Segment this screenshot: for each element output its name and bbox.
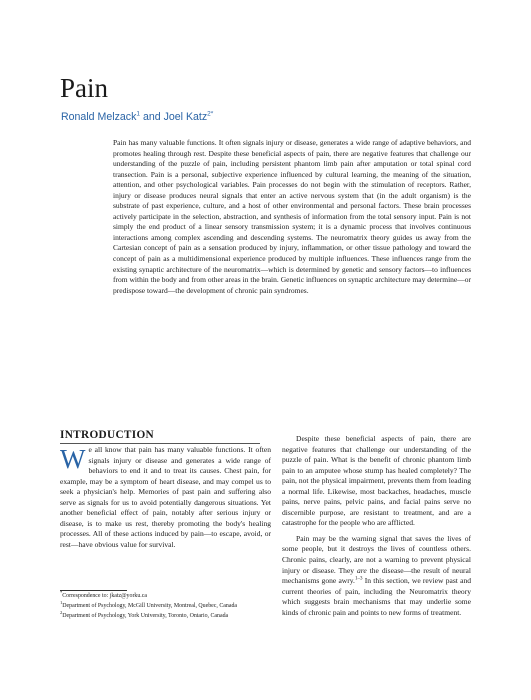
intro-paragraph-text: e all know that pain has many valuable functions. It often signals injury or disease and generates a wide range of behaviors to end it and to treat its causes. Chest pain, for example, may be a symptom of heart disease, and may compel us to seek a physician's help. Memories of past pain and suffering also serve as signals for us to avoid potentially dangerous situations. Yet another beneficial effect of pain, notably after serious injury or disease, is to make us rest, thereby promoting the body's healing processes. All of these actions induced by pain—to escape, avoid, or rest—have obvious value for survival. [60,445,271,549]
section-heading: INTRODUCTION [60,429,154,441]
body-text: Pain may be the warning signal that saves the lives of some people, but it destroys the lives of countless others. Chronic pains, clearly, are not a warning to prevent physical injury or disease. They [282,533,471,575]
author-separator: and [140,111,164,123]
footnote-correspondence [60,592,271,601]
heading-rule [60,443,260,444]
body-paragraph [282,534,471,618]
author-line [61,111,213,123]
body-paragraph: Despite these beneficial aspects of pain, there are negative features that challenge our understanding of the puzzle of pain. What is the benefit of chronic phantom limb pain to an amputee whose stump has healed completely? The pain, not the physical impairment, prevents them from leading a normal life. Likewise, most backaches, headaches, muscle pains, nerve pains, pelvic pains, and facial pains serve no discernible purpose, are resistant to treatment, and are a catastrophe for the people who are afflicted. [282,434,471,528]
intro-paragraph [60,445,271,550]
body-text: In this section, we review past and current theories of pain, including the Neuromatrix theory which suggests brain mechanisms that may underlie some kinds of chronic pain and points to new forms of treatment. [282,576,471,617]
footnote-text: Department of Psychology, McGill University, Montreal, Quebec, Canada [62,603,238,610]
footnote-affiliation-1 [60,602,271,611]
footnote-mark: * [60,590,63,596]
right-column [282,434,471,618]
footnote-text: Department of Psychology, York University, Toronto, Ontario, Canada [62,613,229,620]
left-column [60,445,271,550]
emphasis-text: are [357,565,367,575]
author-name[interactable]: Ronald Melzack [61,111,137,123]
footnote-mark: 2 [60,610,63,616]
affiliation-mark: 2* [207,110,214,118]
body-text: the disease—the result of neural mechanisms gone awry. [282,565,471,586]
footnotes [60,592,271,622]
citation-mark[interactable]: 1–3 [354,576,363,582]
footnote-text: Correspondence to: jkatz@yorku.ca [62,593,148,599]
drop-cap: W [60,444,86,474]
footnote-rule [60,590,127,591]
affiliation-mark: 1 [136,110,140,118]
article-title: Pain [60,73,109,103]
abstract: Pain has many valuable functions. It often signals injury or disease, generates a wide range of adaptive behaviors, and promotes healing through rest. Despite these beneficial aspects of pain, there are negative features that challenge our understanding of the puzzle of pain, including persistent phantom limb pain after amputation or total spinal cord transection. Pain is a personal, subjective experience influenced by cultural learning, the meaning of the situation, attention, and other psychological variables. Pain processes do not begin with the stimulation of receptors. Rather, injury or disease produces neural signals that enter an active nervous system that (in the adult organism) is the substrate of past experience, culture, and a host of other environmental and personal factors. These brain processes actively participate in the selection, abstraction, and synthesis of information from the total sensory input. Pain is not simply the end product of a linear sensory transmission system; it is a dynamic process that involves continuous interactions among complex ascending and descending systems. The neuromatrix theory guides us away from the Cartesian concept of pain as a sensation produced by injury, inflammation, or other tissue pathology and toward the concept of pain as a multidimensional experience produced by multiple influences. These influences range from the existing synaptic architecture of the neuromatrix—which is determined by genetic and sensory factors—to influences from within the body and from other areas in the brain. Genetic influences on synaptic architecture may determine—or predispose toward—the development of chronic pain syndromes. [113,138,471,295]
author-name[interactable]: Joel Katz [163,111,208,123]
footnote-mark: 1 [60,600,63,606]
footnote-affiliation-2 [60,612,271,621]
